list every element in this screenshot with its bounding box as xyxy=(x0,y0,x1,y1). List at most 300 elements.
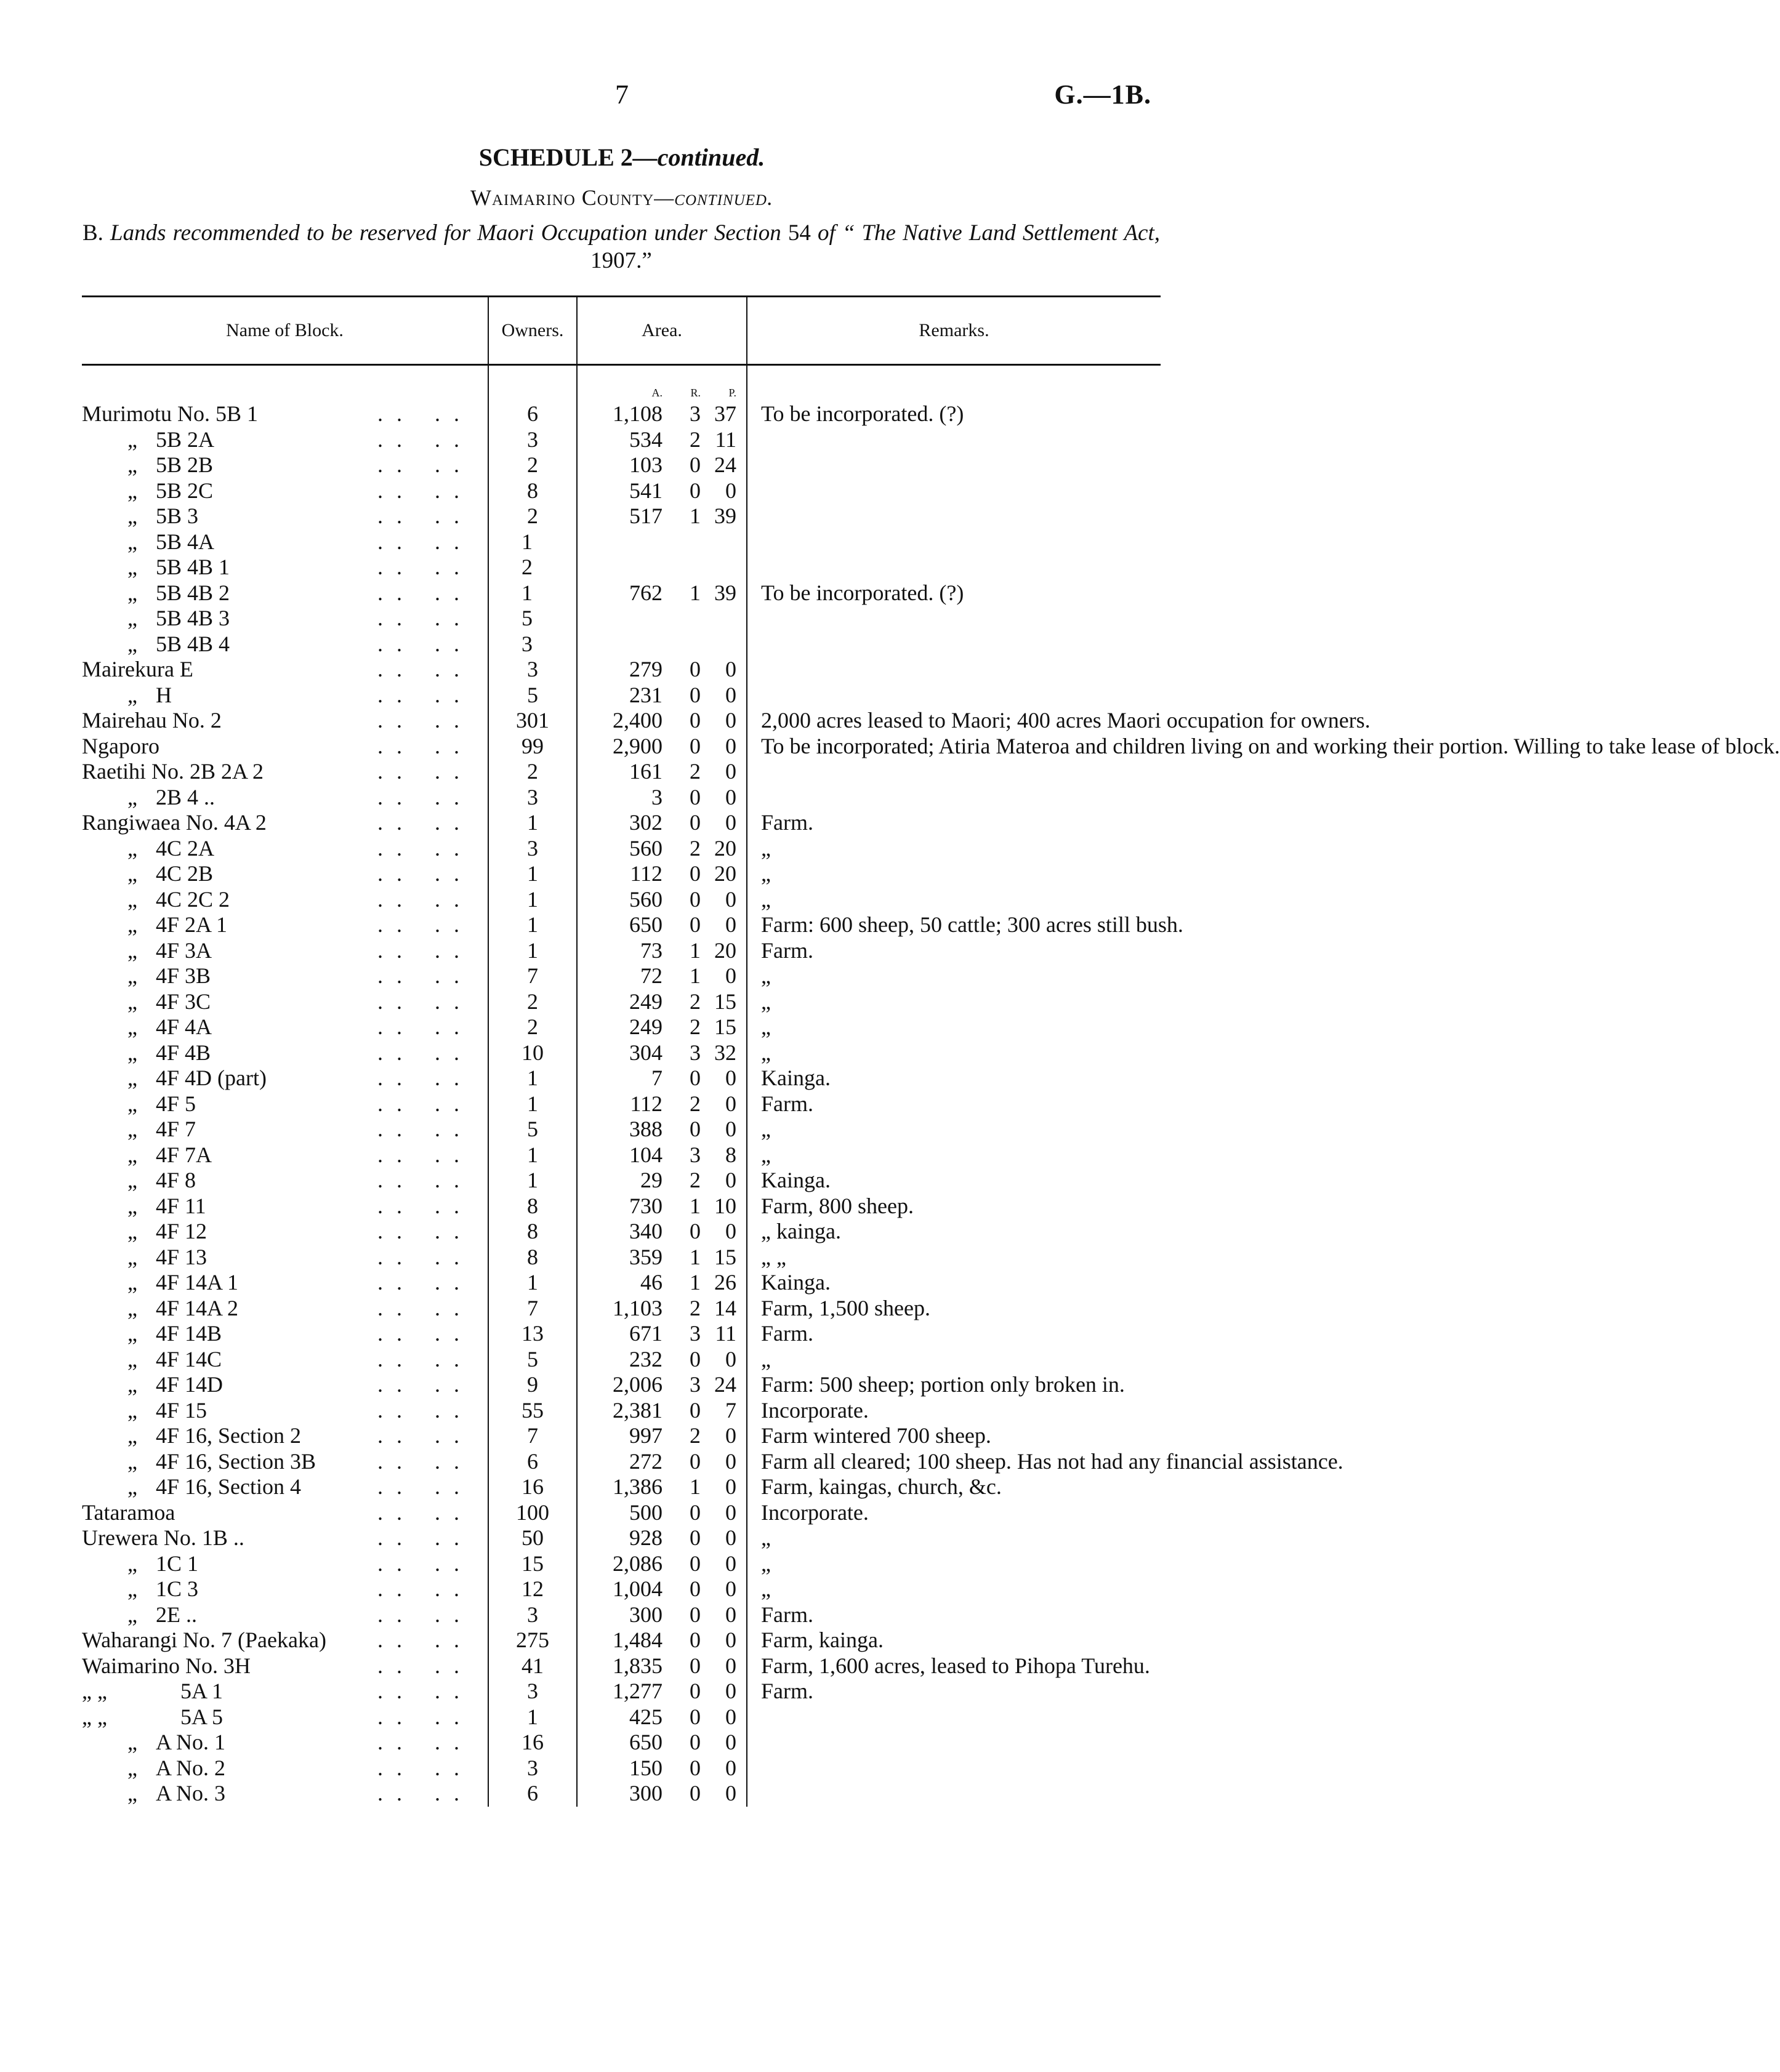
area-perches: 0 xyxy=(725,1117,736,1141)
block-name-cell xyxy=(82,1576,488,1602)
owners-cell: 2 xyxy=(488,504,577,529)
block-name-cell xyxy=(82,478,488,504)
block-name-cell xyxy=(82,1705,488,1730)
area-cell xyxy=(577,1296,747,1322)
remarks-text: Farm. xyxy=(761,1602,813,1627)
area-perches: 0 xyxy=(725,1448,736,1474)
owners-cell: 301 xyxy=(488,708,577,734)
area-roods: 0 xyxy=(690,1066,701,1090)
owners-cell: 3 xyxy=(488,785,577,811)
area-acres: 112 xyxy=(630,1091,662,1116)
area-acres: 304 xyxy=(629,1040,662,1065)
county-title xyxy=(0,185,1244,211)
owners-cell: 8 xyxy=(488,478,577,504)
area-roods: 0 xyxy=(690,1628,701,1652)
block-name-cell xyxy=(82,632,488,657)
block-name: 5B 4B 1 xyxy=(156,555,230,579)
block-name: 4F 14C xyxy=(156,1346,222,1371)
area-cell xyxy=(577,1423,747,1449)
area-acres: 560 xyxy=(629,835,662,861)
table-row xyxy=(82,1245,1161,1271)
block-name: 4F 2A 1 xyxy=(156,912,228,937)
block-name-cell xyxy=(82,1040,488,1066)
area-roods: 0 xyxy=(690,657,701,681)
remarks-cell xyxy=(747,529,1161,555)
remarks-text: Farm: 600 sheep, 50 cattle; 300 acres still bush. xyxy=(761,912,1183,937)
remarks-cell xyxy=(747,657,1161,683)
area-acres: 730 xyxy=(629,1193,662,1218)
area-roods: 0 xyxy=(690,912,701,937)
remarks-cell xyxy=(747,989,1161,1015)
area-perches: 0 xyxy=(725,1091,736,1116)
area-acres: 1,835 xyxy=(613,1653,662,1678)
owners-cell: 16 xyxy=(488,1730,577,1756)
remarks-text: „ xyxy=(761,861,771,886)
owners-cell: 1 xyxy=(488,580,577,606)
area-roods: 0 xyxy=(690,1500,701,1525)
table-row xyxy=(82,810,1161,836)
table-row xyxy=(82,504,1161,529)
owners-cell: 1 xyxy=(488,1091,577,1117)
leader-dots: .. .. xyxy=(377,1525,473,1550)
area-acres: 928 xyxy=(629,1525,662,1550)
remarks-text: Farm. xyxy=(761,1679,813,1703)
area-roods: 1 xyxy=(690,1193,701,1218)
block-name: 5B 2B xyxy=(156,452,214,477)
block-name: 5A 5 xyxy=(180,1704,224,1729)
remarks-cell xyxy=(747,785,1161,811)
leader-dots: .. .. xyxy=(377,835,473,861)
area-roods: 2 xyxy=(690,759,701,784)
owners-cell: 1 xyxy=(488,1066,577,1091)
leader-dots: .. .. xyxy=(377,1730,473,1754)
owners-cell: 13 xyxy=(488,1321,577,1347)
block-name-cell xyxy=(82,401,488,427)
ditto-mark: „ xyxy=(127,912,137,937)
area-cell xyxy=(577,708,747,734)
leader-dots: .. .. xyxy=(377,1397,473,1423)
ditto-mark: „ xyxy=(127,555,137,579)
block-name-cell xyxy=(82,989,488,1015)
owners-cell: 99 xyxy=(488,734,577,760)
block-name: 5B 2A xyxy=(156,427,215,452)
ditto-mark: „ xyxy=(127,963,137,988)
owners-cell: 1 xyxy=(488,861,577,887)
area-cell xyxy=(577,1500,747,1526)
leader-dots: .. .. xyxy=(377,1091,473,1116)
remarks-text: „ xyxy=(761,1576,771,1601)
leader-dots: .. .. xyxy=(377,912,473,937)
area-perches: 14 xyxy=(714,1295,736,1320)
table-row xyxy=(82,1705,1161,1730)
remarks-cell xyxy=(747,912,1183,938)
ditto-mark: „ xyxy=(127,886,137,912)
remarks-text: Incorporate. xyxy=(761,1500,869,1525)
table-row xyxy=(82,1730,1161,1756)
area-perches: 0 xyxy=(725,810,736,835)
ditto-mark: „ xyxy=(127,1730,137,1754)
remarks-text: Farm, 800 sheep. xyxy=(761,1193,914,1218)
area-cell xyxy=(577,1245,747,1271)
block-name-cell xyxy=(82,1449,488,1475)
remarks-text: Farm, kainga. xyxy=(761,1628,884,1652)
block-name-cell xyxy=(82,1423,488,1449)
area-acres: 650 xyxy=(629,1730,662,1754)
col-header-name: Name of Block. xyxy=(82,297,488,365)
block-name: 4F 14A 2 xyxy=(156,1295,239,1320)
area-acres: 3 xyxy=(651,784,662,809)
remarks-cell xyxy=(747,1551,1161,1577)
block-name: 1C 1 xyxy=(156,1551,199,1576)
leader-dots: .. .. xyxy=(377,682,473,707)
ditto-mark: „ xyxy=(127,1346,137,1371)
leader-dots: .. .. xyxy=(377,452,473,477)
block-name: 4F 15 xyxy=(156,1397,207,1423)
ditto-mark: „ xyxy=(127,1576,137,1601)
ditto-mark: „ xyxy=(127,1321,137,1346)
area-roods: 2 xyxy=(690,1423,701,1448)
block-name-cell xyxy=(82,529,488,555)
area-perches: 0 xyxy=(725,733,736,758)
block-name: 4F 14B xyxy=(156,1321,222,1346)
owners-cell: 1 xyxy=(488,1705,577,1730)
remarks-cell xyxy=(747,1066,1161,1091)
ditto-mark: „ xyxy=(127,1193,137,1218)
table-row xyxy=(82,683,1161,709)
owners-cell: 41 xyxy=(488,1653,577,1679)
remarks-text: Farm. xyxy=(761,1321,813,1346)
remarks-cell xyxy=(747,1756,1161,1781)
remarks-cell xyxy=(747,1321,1161,1347)
area-perches: 0 xyxy=(725,963,736,988)
area-acres: 72 xyxy=(640,963,662,988)
remarks-text: To be incorporated; Atiria Materoa and children living on and working their portion. Willing to take lease of block. xyxy=(761,733,1780,758)
area-perches: 0 xyxy=(725,784,736,809)
leader-dots: .. .. xyxy=(377,401,473,426)
ditto-mark: „ xyxy=(127,1551,137,1576)
leader-dots: .. .. xyxy=(377,580,473,605)
block-name-cell xyxy=(82,1117,488,1142)
block-name: Ngaporo xyxy=(82,733,159,758)
remarks-cell xyxy=(747,861,1161,887)
remarks-cell xyxy=(747,1142,1161,1168)
leader-dots: .. .. xyxy=(377,1423,473,1448)
block-name-cell xyxy=(82,1474,488,1500)
county-name: Waimarino County xyxy=(470,185,654,210)
block-name-cell xyxy=(82,1066,488,1091)
area-cell xyxy=(577,1040,747,1066)
leader-dots: .. .. xyxy=(377,733,473,758)
area-roods: 1 xyxy=(690,1244,701,1269)
ditto-mark: „ xyxy=(127,1448,137,1474)
area-acres: 671 xyxy=(629,1321,662,1346)
area-perches: 0 xyxy=(725,1500,736,1525)
area-cell xyxy=(577,1168,747,1194)
table-row xyxy=(82,1525,1161,1551)
block-name-cell xyxy=(82,1602,488,1628)
table-row xyxy=(82,734,1161,760)
area-cell xyxy=(577,1398,747,1424)
area-roods: 0 xyxy=(690,733,701,758)
leader-dots: .. .. xyxy=(377,938,473,963)
block-name: Waharangi No. 7 (Paekaka) xyxy=(82,1628,326,1652)
table-row xyxy=(82,1423,1161,1449)
remarks-text: „ xyxy=(761,963,771,988)
area-cell xyxy=(577,1781,747,1807)
area-acres: 1,004 xyxy=(613,1576,662,1601)
area-cell xyxy=(577,478,747,504)
block-name-cell xyxy=(82,606,488,632)
leader-dots: .. .. xyxy=(377,1679,473,1703)
ditto-mark: „ „ xyxy=(82,1704,107,1729)
remarks-cell xyxy=(747,733,1780,760)
block-name: 4F 12 xyxy=(156,1219,207,1243)
remarks-cell xyxy=(747,1705,1161,1730)
block-name-cell xyxy=(82,1194,488,1219)
area-cell xyxy=(577,887,747,913)
ditto-mark: „ xyxy=(127,529,137,554)
ditto-mark: „ xyxy=(127,1219,137,1243)
leader-dots: .. .. xyxy=(377,1448,473,1474)
block-name: 4F 8 xyxy=(156,1168,196,1192)
leader-dots: .. .. xyxy=(377,1219,473,1243)
block-name: 4F 5 xyxy=(156,1091,196,1116)
area-perches: 0 xyxy=(725,1423,736,1448)
owners-cell: 1 xyxy=(488,1168,577,1194)
table-row xyxy=(82,606,1161,632)
area-perches: 15 xyxy=(714,989,736,1014)
section-heading xyxy=(83,219,1160,275)
area-acres: 500 xyxy=(629,1500,662,1525)
remarks-cell xyxy=(747,1423,1161,1449)
remarks-cell xyxy=(747,708,1371,734)
table-row xyxy=(82,1040,1161,1066)
area-roods: 2 xyxy=(690,427,701,452)
owners-cell: 5 xyxy=(488,1347,577,1373)
block-name-cell xyxy=(82,963,488,989)
leader-dots: .. .. xyxy=(377,1014,473,1039)
remarks-text: Kainga. xyxy=(761,1270,831,1295)
table-row xyxy=(82,1168,1161,1194)
leader-dots: .. .. xyxy=(377,1372,473,1397)
area-cell xyxy=(577,555,747,580)
area-perches: 0 xyxy=(725,759,736,784)
leader-dots: .. .. xyxy=(377,1653,473,1678)
ditto-mark: „ xyxy=(127,1142,137,1167)
area-roods: 2 xyxy=(690,1091,701,1116)
table-row xyxy=(82,1296,1161,1322)
block-name-cell xyxy=(82,1296,488,1322)
area-perches: 8 xyxy=(725,1142,736,1167)
page-number: 7 xyxy=(615,79,629,110)
table-row xyxy=(82,555,1161,580)
block-name: A No. 2 xyxy=(156,1755,226,1780)
area-perches: 0 xyxy=(725,1730,736,1754)
leader-dots: .. .. xyxy=(377,504,473,528)
block-name: A No. 1 xyxy=(156,1730,226,1754)
table-row xyxy=(82,1219,1161,1245)
ditto-mark: „ xyxy=(127,606,137,630)
remarks-cell xyxy=(747,1117,1161,1142)
area-cell xyxy=(577,1679,747,1705)
owners-cell: 3 xyxy=(488,1756,577,1781)
block-name: 4F 3A xyxy=(156,938,212,963)
area-cell xyxy=(577,657,747,683)
area-cell xyxy=(577,989,747,1015)
area-cell xyxy=(577,504,747,529)
owners-cell: 5 xyxy=(488,683,577,709)
table-row xyxy=(82,1270,1161,1296)
leader-dots: .. .. xyxy=(377,478,473,503)
leader-dots: .. .. xyxy=(377,1551,473,1576)
block-name: 4F 16, Section 3B xyxy=(156,1448,316,1474)
area-acres: 997 xyxy=(629,1423,662,1448)
remarks-cell xyxy=(747,580,1161,606)
area-cell xyxy=(577,1270,747,1296)
area-acres: 541 xyxy=(629,478,662,503)
area-perches: 20 xyxy=(714,938,736,963)
block-name-cell xyxy=(82,1270,488,1296)
owners-cell: 3 xyxy=(488,632,577,657)
remarks-cell xyxy=(747,1653,1161,1679)
leader-dots: .. .. xyxy=(377,1500,473,1525)
leader-dots: .. .. xyxy=(377,1117,473,1141)
table-row xyxy=(82,1142,1161,1168)
remarks-text: Farm, 1,500 sheep. xyxy=(761,1295,930,1320)
area-acres: 161 xyxy=(629,759,662,784)
ditto-mark: „ xyxy=(127,1474,137,1499)
table-row xyxy=(82,1679,1161,1705)
table-row xyxy=(82,708,1161,734)
unit-roods: R. xyxy=(690,387,701,399)
area-acres: 388 xyxy=(629,1117,662,1141)
owners-cell: 50 xyxy=(488,1525,577,1551)
remarks-text: Farm. xyxy=(761,938,813,963)
area-perches: 0 xyxy=(725,912,736,937)
area-acres: 73 xyxy=(640,938,662,963)
remarks-text: Farm wintered 700 sheep. xyxy=(761,1423,991,1448)
table-row xyxy=(82,1194,1161,1219)
block-name-cell xyxy=(82,1347,488,1373)
remarks-cell xyxy=(747,1781,1161,1807)
remarks-text: To be incorporated. (?) xyxy=(761,580,964,605)
remarks-text: „ kainga. xyxy=(761,1219,841,1243)
remarks-cell xyxy=(747,504,1161,529)
area-roods: 2 xyxy=(690,1014,701,1039)
block-name: 1C 3 xyxy=(156,1576,199,1601)
remarks-cell xyxy=(747,1500,1161,1526)
remarks-cell xyxy=(747,606,1161,632)
block-name: Mairekura E xyxy=(82,657,193,681)
area-roods: 0 xyxy=(690,1781,701,1805)
block-name-cell xyxy=(82,1219,488,1245)
table-row xyxy=(82,836,1161,862)
area-units-row xyxy=(82,384,1161,401)
remarks-text: Farm, kaingas, church, &c. xyxy=(761,1474,1002,1499)
block-name: Waimarino No. 3H xyxy=(82,1653,251,1678)
owners-cell: 15 xyxy=(488,1551,577,1577)
area-acres: 425 xyxy=(629,1704,662,1729)
leader-dots: .. .. xyxy=(377,529,473,554)
document-reference: G.—1B. xyxy=(1054,79,1151,110)
owners-cell: 6 xyxy=(488,1449,577,1475)
area-roods: 1 xyxy=(690,504,701,528)
county-continued: —continued. xyxy=(654,185,773,210)
block-name-cell xyxy=(82,1398,488,1424)
owners-cell: 6 xyxy=(488,401,577,427)
heading-act: “ The Native Land Settlement Act, xyxy=(842,220,1161,246)
area-roods: 2 xyxy=(690,989,701,1014)
area-perches: 0 xyxy=(725,1346,736,1371)
block-name-cell xyxy=(82,1525,488,1551)
area-cell xyxy=(577,734,747,760)
leader-dots: .. .. xyxy=(377,1066,473,1090)
area-acres: 560 xyxy=(629,886,662,912)
ditto-mark: „ xyxy=(127,1295,137,1320)
area-acres: 340 xyxy=(629,1219,662,1243)
area-perches: 0 xyxy=(725,682,736,707)
area-acres: 2,006 xyxy=(613,1372,662,1397)
block-name-cell xyxy=(82,1679,488,1705)
block-name: 4C 2C 2 xyxy=(156,886,230,912)
remarks-text: „ xyxy=(761,1346,771,1371)
leader-dots: .. .. xyxy=(377,1346,473,1371)
block-name: 5B 4B 4 xyxy=(156,631,230,656)
block-name-cell xyxy=(82,1551,488,1577)
area-roods: 3 xyxy=(690,1142,701,1167)
area-perches: 7 xyxy=(725,1397,736,1423)
owners-cell: 8 xyxy=(488,1194,577,1219)
remarks-cell xyxy=(747,1679,1161,1705)
remarks-cell xyxy=(747,1730,1161,1756)
owners-cell: 5 xyxy=(488,1117,577,1142)
area-acres: 2,381 xyxy=(613,1397,662,1423)
ditto-mark: „ xyxy=(127,861,137,886)
area-roods: 0 xyxy=(690,1679,701,1703)
area-perches: 0 xyxy=(725,1704,736,1729)
area-cell xyxy=(577,810,747,836)
area-acres: 359 xyxy=(629,1244,662,1269)
area-perches: 26 xyxy=(714,1270,736,1295)
area-perches: 0 xyxy=(725,1602,736,1627)
leader-dots: .. .. xyxy=(377,1628,473,1652)
block-name: Rangiwaea No. 4A 2 xyxy=(82,810,267,835)
block-name-cell xyxy=(82,1321,488,1347)
col-header-owners: Owners. xyxy=(488,297,577,365)
block-name-cell xyxy=(82,427,488,453)
area-perches: 20 xyxy=(714,861,736,886)
leader-dots: .. .. xyxy=(377,631,473,656)
remarks-cell xyxy=(747,1296,1161,1322)
remarks-text: Incorporate. xyxy=(761,1397,869,1423)
table-row xyxy=(82,989,1161,1015)
ditto-mark: „ xyxy=(127,989,137,1014)
area-acres: 762 xyxy=(629,580,662,605)
area-roods: 0 xyxy=(690,1448,701,1474)
area-perches: 0 xyxy=(725,1755,736,1780)
area-perches: 20 xyxy=(714,835,736,861)
area-perches: 0 xyxy=(725,657,736,681)
ditto-mark: „ xyxy=(127,1168,137,1192)
remarks-cell xyxy=(747,836,1161,862)
area-cell xyxy=(577,1091,747,1117)
area-acres: 231 xyxy=(629,682,662,707)
block-name-cell xyxy=(82,734,488,760)
ditto-mark: „ xyxy=(127,835,137,861)
area-perches: 15 xyxy=(714,1014,736,1039)
area-acres: 249 xyxy=(629,1014,662,1039)
area-cell xyxy=(577,785,747,811)
